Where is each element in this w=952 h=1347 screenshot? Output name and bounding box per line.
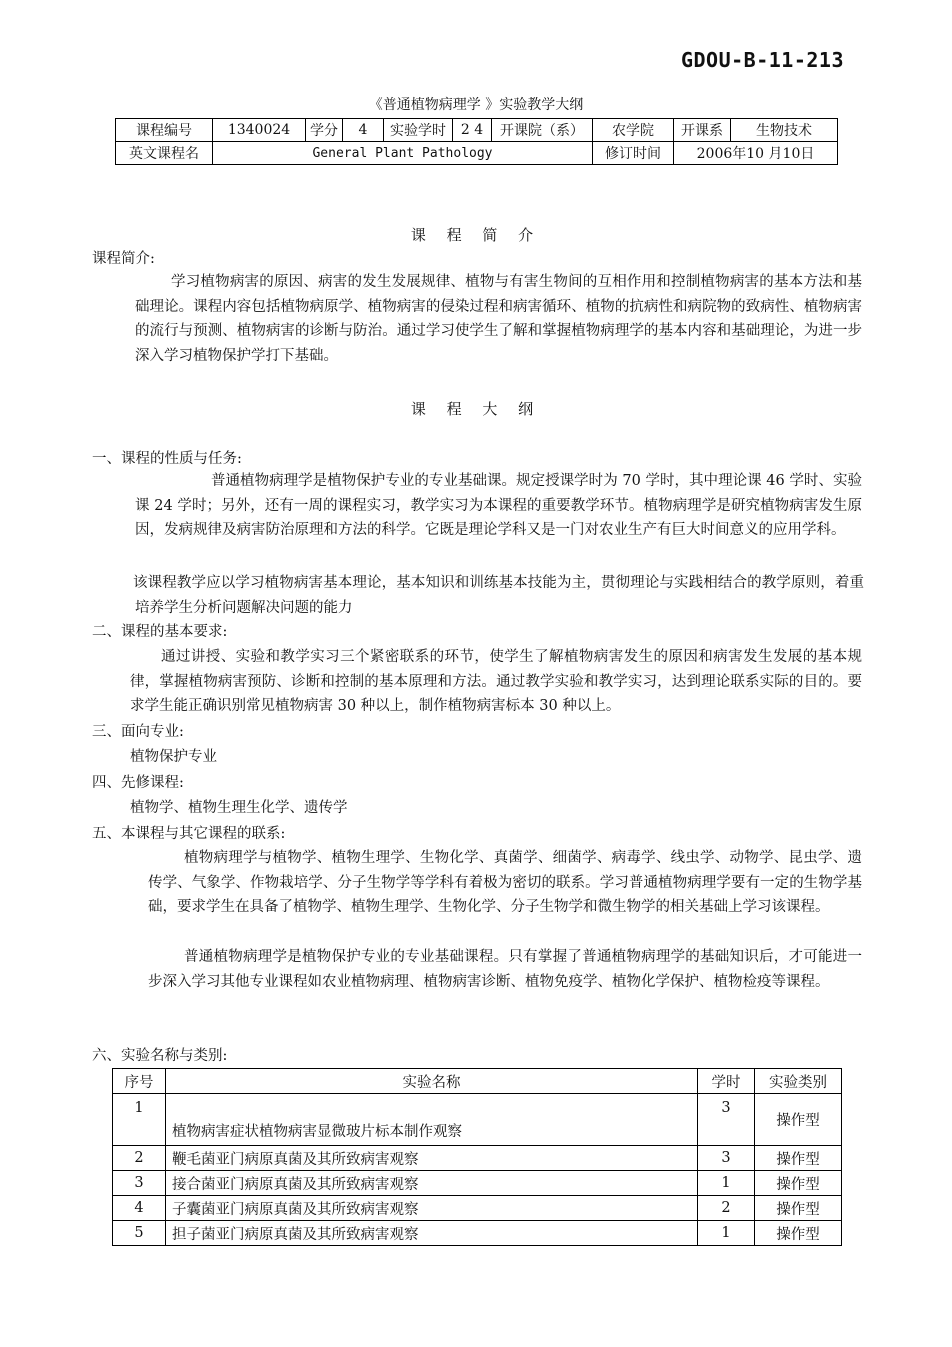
- row-no: 4: [113, 1196, 166, 1221]
- credit-value: 4: [343, 119, 384, 142]
- row-no: 5: [113, 1221, 166, 1246]
- section-4-text: 植物学、植物生理生化学、遗传学: [130, 800, 348, 816]
- header-type: 实验类别: [755, 1069, 842, 1094]
- row-type: 操作型: [755, 1221, 842, 1246]
- department-value: 农学院: [593, 119, 674, 142]
- table-row: [113, 1146, 842, 1171]
- header-hours: 学时: [698, 1069, 755, 1094]
- row-type: 操作型: [755, 1196, 842, 1221]
- intro-text: 学习植物病害的原因、病害的发生发展规律、植物与有害生物间的互相作用和控制植物病害的基本方法和基础理论。课程内容包括植物病原学、植物病害的侵染过程和病害循环、植物的抗病性和病院物的致病性、植物病害的流行与预测、植物病害的诊断与防治。通过学习使学生了解和掌握植物病理学的基本内容和基础理论，为进一步深入学习植物保护学打下基础。: [135, 274, 862, 364]
- section-2-paragraph: 通过讲授、实验和教学实习三个紧密联系的环节，使学生了解植物病害发生的原因和病害发生发展的基本规律，掌握植物病害预防、诊断和控制的基本原理和方法。通过教学实验和教学实习，达到理论联系实际的目的。要求学生能正确识别常见植物病害 30 种以上，制作植物病害标本 30 种以上。: [130, 649, 862, 714]
- row-no: 3: [113, 1171, 166, 1196]
- revision-date-value: 2006年10 月10日: [674, 142, 838, 165]
- department-label: 开课院（系）: [492, 119, 593, 142]
- section-2-label: 二、课程的基本要求:: [92, 624, 228, 640]
- experiments-table: [112, 1068, 842, 1246]
- row-type: 操作型: [755, 1171, 842, 1196]
- section-4-label: 四、先修课程:: [92, 775, 184, 791]
- header-name: 实验名称: [166, 1069, 698, 1094]
- revision-label: 修订时间: [593, 142, 674, 165]
- row-type: 操作型: [755, 1146, 842, 1171]
- row-no: 2: [113, 1146, 166, 1171]
- info-row-1: [116, 119, 838, 142]
- course-no-label: 课程编号: [116, 119, 213, 142]
- section-3-text: 植物保护专业: [130, 749, 217, 765]
- section-1-paragraph-1: 普通植物病理学是植物保护专业的专业基础课。规定授课学时为 70 学时，其中理论课 46 学时、实验课 24 学时；另外，还有一周的课程实习，教学实习为本课程的重要教学环节。植物病理学是研究植物病害发生原因，发病规律及病害防治原理和方法的科学。它既是理论学科又是一门对农业生产有巨大时间意义的应用学科。: [135, 473, 862, 538]
- row-name: 接合菌亚门病原真菌及其所致病害观察: [166, 1171, 698, 1196]
- document-title: 《普通植物病理学 》实验教学大纲: [368, 97, 584, 113]
- credit-label: 学分: [306, 119, 343, 142]
- row-hours: 1: [698, 1171, 755, 1196]
- row-name: 担子菌亚门病原真菌及其所致病害观察: [166, 1221, 698, 1246]
- english-name-label: 英文课程名: [116, 142, 213, 165]
- row-name: 子囊菌亚门病原真菌及其所致病害观察: [166, 1196, 698, 1221]
- table-row: [113, 1196, 842, 1221]
- row-hours: 3: [698, 1146, 755, 1171]
- section-6-label: 六、实验名称与类别:: [92, 1048, 228, 1064]
- row-name: 植物病害症状植物病害显微玻片标本制作观察: [166, 1094, 698, 1146]
- table-row: [113, 1171, 842, 1196]
- experiments-header-row: [113, 1069, 842, 1094]
- row-no: 1: [113, 1094, 166, 1146]
- document-code: GDOU-B-11-213: [680, 48, 844, 72]
- section-3-label: 三、面向专业:: [92, 724, 184, 740]
- english-name-value: General Plant Pathology: [213, 142, 593, 165]
- info-row-2: [116, 142, 838, 165]
- row-type: 操作型: [755, 1094, 842, 1146]
- outline-heading: 课 程 大 纲: [410, 400, 542, 418]
- table-row: [113, 1221, 842, 1246]
- section-5-label: 五、本课程与其它课程的联系:: [92, 826, 286, 842]
- row-name: 鞭毛菌亚门病原真菌及其所致病害观察: [166, 1146, 698, 1171]
- lab-hours-label: 实验学时: [384, 119, 453, 142]
- section-label: 开课系: [674, 119, 731, 142]
- row-hours: 1: [698, 1221, 755, 1246]
- section-1-paragraph-2: 该课程教学应以学习植物病害基本理论，基本知识和训练基本技能为主，贯彻理论与实践相结合的教学原则，着重培养学生分析问题解决问题的能力: [133, 575, 864, 616]
- section-5-paragraph-2: 普通植物病理学是植物保护专业的专业基础课程。只有掌握了普通植物病理学的基础知识后，才可能进一步深入学习其他专业课程如农业植物病理、植物病害诊断、植物免疫学、植物化学保护、植物检疫等课程。: [148, 949, 862, 990]
- row-hours: 3: [698, 1094, 755, 1146]
- course-no-value: 1340024: [213, 119, 306, 142]
- section-5-paragraph-1: 植物病理学与植物学、植物生理学、生物化学、真菌学、细菌学、病毒学、线虫学、动物学、昆虫学、遗传学、气象学、作物栽培学、分子生物学等学科有着极为密切的联系。学习普通植物病理学要有一定的生物学基础，要求学生在具备了植物学、植物生理学、生物化学、分子生物学和微生物学的相关基础上学习该课程。: [148, 850, 862, 915]
- lab-hours-value: 2 4: [453, 119, 492, 142]
- row-hours: 2: [698, 1196, 755, 1221]
- section-1-label: 一、课程的性质与任务:: [92, 451, 242, 467]
- header-no: 序号: [113, 1069, 166, 1094]
- table-row: [113, 1094, 842, 1146]
- intro-label: 课程简介:: [92, 251, 155, 267]
- intro-heading: 课 程 简 介: [410, 226, 542, 244]
- course-info-table: [115, 118, 838, 165]
- section-value: 生物技术: [731, 119, 838, 142]
